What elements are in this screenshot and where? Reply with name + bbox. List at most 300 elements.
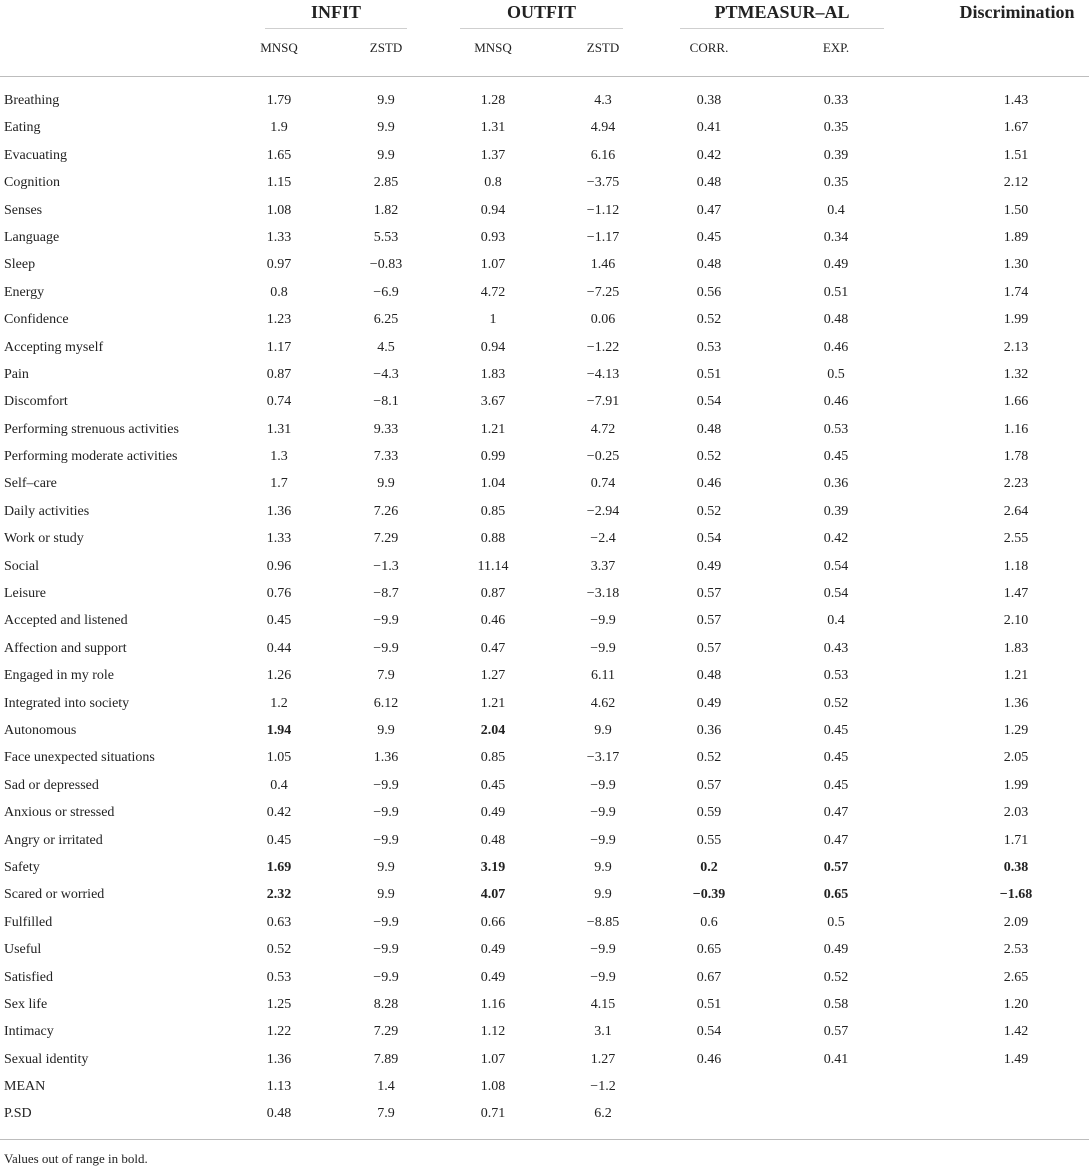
table-cell: 1.2: [270, 695, 288, 711]
row-label: Engaged in my role: [4, 668, 115, 684]
table-cell: 1.83: [480, 366, 506, 382]
table-cell: 1.51: [1003, 147, 1029, 163]
table-cell: 1.78: [1003, 449, 1029, 465]
row-label: Accepting myself: [4, 339, 104, 355]
table-cell: 1.27: [480, 668, 506, 684]
table-cell: 6.25: [373, 312, 399, 328]
table-cell: 9.9: [377, 722, 395, 738]
table-cell: 0.4: [827, 613, 845, 629]
footer-rule: [0, 1139, 1089, 1140]
header-infit: INFIT: [265, 0, 407, 29]
table-cell: −1.12: [586, 202, 620, 218]
table-cell: −6.9: [373, 284, 399, 300]
table-cell: 0.51: [696, 996, 722, 1012]
table-cell: 1.37: [480, 147, 506, 163]
table-cell: 0.49: [480, 969, 506, 985]
table-cell: [654, 1073, 764, 1100]
table-row: [0, 991, 1089, 1018]
table-cell: 2.12: [1003, 175, 1029, 191]
table-cell: 1.12: [480, 1024, 506, 1040]
row-label: Self–care: [4, 476, 57, 492]
table-cell: −9.9: [590, 777, 616, 793]
table-cell: 7.33: [373, 449, 399, 465]
table-cell: 0.2: [700, 859, 718, 875]
row-label: Affection and support: [4, 640, 127, 656]
table-cell: 1.50: [1003, 202, 1029, 218]
table-cell: −9.9: [373, 832, 399, 848]
table-cell: 3.19: [480, 859, 506, 875]
table-cell: 0.38: [696, 93, 722, 108]
row-label: Pain: [4, 366, 29, 382]
table-cell: 0.45: [266, 613, 292, 629]
table-cell: −1.22: [586, 339, 620, 355]
table-cell: 0.96: [266, 558, 292, 574]
table-cell: 1.71: [1003, 832, 1029, 848]
row-label: Social: [4, 558, 39, 574]
table-cell: 1.69: [266, 859, 292, 875]
table-cell: 2.64: [1003, 503, 1029, 519]
table-cell: 0.52: [696, 503, 722, 519]
table-cell: 0.46: [823, 339, 849, 355]
table-cell: 0.45: [823, 722, 849, 738]
table-cell: 0.44: [266, 640, 292, 656]
table-cell: 1.08: [480, 1079, 506, 1095]
table-cell: 1.31: [266, 421, 292, 437]
table-cell: 1.36: [1003, 695, 1029, 711]
row-label: Energy: [4, 284, 45, 300]
table-cell: 1.27: [590, 1051, 616, 1067]
table-cell: −3.17: [586, 750, 620, 766]
table-cell: −9.9: [590, 942, 616, 958]
table-cell: 9.9: [594, 887, 612, 903]
table-cell: 7.9: [377, 668, 395, 684]
table-cell: 0.53: [823, 668, 849, 684]
row-label: Eating: [4, 120, 41, 136]
table-cell: −1.3: [373, 558, 399, 574]
table-cell: 0.99: [480, 449, 506, 465]
row-label: Satisfied: [4, 969, 53, 985]
table-row: [0, 251, 1089, 278]
row-label: Autonomous: [4, 722, 77, 738]
table-cell: 0.51: [696, 366, 722, 382]
table-row: [0, 1100, 1089, 1127]
table-cell: 1.07: [480, 257, 506, 273]
table-cell: 6.16: [590, 147, 616, 163]
row-label: P.SD: [4, 1106, 32, 1122]
table-row: [0, 525, 1089, 552]
table-cell: 9.33: [373, 421, 399, 437]
table-row: [0, 827, 1089, 854]
table-cell: 9.9: [377, 476, 395, 492]
table-cell: 5.53: [373, 229, 399, 245]
table-cell: 0.53: [823, 421, 849, 437]
table-cell: 0.53: [266, 969, 292, 985]
table-cell: 0.94: [480, 202, 506, 218]
table-cell: 9.9: [594, 722, 612, 738]
table-cell: 0.58: [823, 996, 849, 1012]
table-cell: 1.13: [266, 1079, 292, 1095]
table-cell: 2.53: [1003, 942, 1029, 958]
table-cell: 8.28: [373, 996, 399, 1012]
table-cell: 1.21: [480, 421, 506, 437]
table-cell: 2.03: [1003, 805, 1029, 821]
table-cell: 0.49: [823, 257, 849, 273]
table-cell: 0.57: [696, 586, 722, 602]
table-cell: 6.12: [373, 695, 399, 711]
table-cell: 1.7: [270, 476, 288, 492]
table-cell: 9.9: [377, 859, 395, 875]
row-label: Breathing: [4, 93, 60, 108]
table-cell: 1.83: [1003, 640, 1029, 656]
footnote: Values out of range in bold.: [4, 1151, 148, 1166]
table-cell: −8.7: [373, 586, 399, 602]
table-cell: 0.67: [696, 969, 722, 985]
table-cell: 1.18: [1003, 558, 1029, 574]
table-cell: −9.9: [590, 640, 616, 656]
table-cell: 1.30: [1003, 257, 1029, 273]
table-cell: 1.66: [1003, 394, 1029, 410]
table-cell: 0.8: [484, 175, 502, 191]
table-cell: 0.33: [823, 93, 849, 108]
table-cell: 0.34: [823, 229, 849, 245]
table-cell: 3.1: [594, 1024, 612, 1040]
table-body: [0, 87, 1089, 1128]
table-cell: 1.33: [266, 531, 292, 547]
table-cell: 0.48: [696, 421, 722, 437]
table-row: [0, 361, 1089, 388]
table-cell: −4.13: [586, 366, 620, 382]
table-cell: −1.2: [590, 1079, 616, 1095]
table-row: [0, 553, 1089, 580]
table-row: [0, 169, 1089, 196]
table-cell: 1.9: [270, 120, 288, 136]
table-cell: 1.79: [266, 93, 292, 108]
table-row: [0, 635, 1089, 662]
table-cell: 0.49: [480, 805, 506, 821]
table-cell: 1.94: [266, 722, 292, 738]
table-cell: −2.4: [590, 531, 616, 547]
table-cell: −7.91: [586, 394, 620, 410]
table-cell: 7.26: [373, 503, 399, 519]
table-row: [0, 854, 1089, 881]
table-cell: 0.74: [590, 476, 616, 492]
table-row: [0, 1046, 1089, 1073]
table-cell: 4.94: [590, 120, 616, 136]
table-cell: 1.82: [373, 202, 399, 218]
row-label: Sleep: [4, 257, 36, 273]
table-row: [0, 772, 1089, 799]
table-cell: 1.04: [480, 476, 506, 492]
table-cell: 1.49: [1003, 1051, 1029, 1067]
table-row: [0, 498, 1089, 525]
row-label: Integrated into society: [4, 695, 130, 711]
table-cell: 0.54: [696, 394, 722, 410]
table-row: [0, 799, 1089, 826]
table-cell: 0.45: [266, 832, 292, 848]
table-cell: −0.83: [369, 257, 403, 273]
table-cell: 1.28: [480, 93, 506, 108]
subheader-outfit-zstd: ZSTD: [586, 40, 620, 55]
table-cell: 4.72: [480, 284, 506, 300]
table-row: [0, 279, 1089, 306]
table-cell: 1.43: [1003, 93, 1029, 108]
table-cell: 0.45: [823, 750, 849, 766]
table-cell: 0.47: [823, 805, 849, 821]
table-row: [0, 197, 1089, 224]
table-cell: 0.39: [823, 147, 849, 163]
table-cell: 0.06: [590, 312, 616, 328]
table-cell: 2.55: [1003, 531, 1029, 547]
table-cell: 0.36: [823, 476, 849, 492]
table-row: [0, 881, 1089, 908]
table-cell: 0.45: [823, 777, 849, 793]
table-cell: 0.51: [823, 284, 849, 300]
table-row: [0, 114, 1089, 141]
table-cell: −2.94: [586, 503, 620, 519]
table-cell: 1.31: [480, 120, 506, 136]
table-cell: −7.25: [586, 284, 620, 300]
table-cell: 9.9: [377, 93, 395, 108]
table-cell: 0.8: [270, 284, 288, 300]
table-cell: −9.9: [590, 832, 616, 848]
table-cell: 0.54: [823, 558, 849, 574]
table-row: [0, 909, 1089, 936]
table-cell: −9.9: [373, 969, 399, 985]
table-cell: 0.47: [696, 202, 722, 218]
table-cell: 0.45: [823, 449, 849, 465]
table-cell: 9.9: [594, 859, 612, 875]
table-row: [0, 964, 1089, 991]
header-outfit: OUTFIT: [460, 0, 623, 29]
table-cell: 0.46: [480, 613, 506, 629]
table-cell: 1.99: [1003, 777, 1029, 793]
table-cell: 0.49: [823, 942, 849, 958]
table-cell: 0.57: [696, 640, 722, 656]
table-cell: 1.36: [266, 1051, 292, 1067]
table-cell: 1.36: [373, 750, 399, 766]
table-cell: 0.48: [696, 668, 722, 684]
table-cell: 0.49: [696, 558, 722, 574]
table-cell: 1.21: [1003, 668, 1029, 684]
table-cell: −9.9: [590, 969, 616, 985]
table-row: [0, 936, 1089, 963]
table-cell: 0.88: [480, 531, 506, 547]
table-cell: 1.29: [1003, 722, 1029, 738]
table-cell: 0.63: [266, 914, 292, 930]
table-cell: 0.97: [266, 257, 292, 273]
table-cell: 0.46: [696, 476, 722, 492]
table-cell: [961, 1073, 1071, 1100]
row-label: Daily activities: [4, 503, 90, 519]
row-label: Angry or irritated: [4, 832, 103, 848]
table-cell: 1.32: [1003, 366, 1029, 382]
table-cell: 0.53: [696, 339, 722, 355]
table-cell: 0.41: [696, 120, 722, 136]
header-rule: [0, 76, 1089, 77]
row-label: Work or study: [4, 531, 84, 547]
table-cell: 2.23: [1003, 476, 1029, 492]
row-label: Performing moderate activities: [4, 449, 178, 465]
table-cell: 0.49: [696, 695, 722, 711]
table-cell: 0.42: [266, 805, 292, 821]
table-cell: 0.71: [480, 1106, 506, 1122]
row-label: Face unexpected situations: [4, 750, 155, 766]
table-cell: −9.9: [590, 613, 616, 629]
table-cell: 1.22: [266, 1024, 292, 1040]
table-cell: 0.6: [700, 914, 718, 930]
table-cell: 2.04: [480, 722, 506, 738]
row-label: Sad or depressed: [4, 777, 99, 793]
table-cell: 0.45: [480, 777, 506, 793]
table-cell: 0.54: [696, 1024, 722, 1040]
table-row: [0, 470, 1089, 497]
table-cell: 9.9: [377, 887, 395, 903]
table-cell: 1.16: [480, 996, 506, 1012]
table-cell: 0.52: [823, 969, 849, 985]
row-label: MEAN: [4, 1079, 46, 1095]
row-label: Leisure: [4, 586, 46, 602]
table-cell: 0.52: [266, 942, 292, 958]
table-cell: 0.5: [827, 366, 845, 382]
table-row: [0, 1018, 1089, 1045]
header-discrimination: Discrimination: [959, 2, 1075, 22]
table-row: [0, 1073, 1089, 1100]
table-cell: 0.39: [823, 503, 849, 519]
table-cell: 0.5: [827, 914, 845, 930]
table-cell: 0.35: [823, 120, 849, 136]
table-cell: −0.39: [692, 887, 726, 903]
table-cell: −9.9: [373, 613, 399, 629]
row-label: Fulfilled: [4, 914, 53, 930]
table-cell: 0.57: [696, 613, 722, 629]
row-label: Anxious or stressed: [4, 805, 115, 821]
table-cell: 0.55: [696, 832, 722, 848]
table-cell: −3.18: [586, 586, 620, 602]
table-cell: 0.85: [480, 503, 506, 519]
row-label: Cognition: [4, 175, 61, 191]
table-cell: 2.32: [266, 887, 292, 903]
table-row: [0, 388, 1089, 415]
table-cell: 0.43: [823, 640, 849, 656]
table-cell: 0.74: [266, 394, 292, 410]
table-cell: 11.14: [477, 558, 509, 574]
table-cell: [654, 1100, 764, 1127]
table-cell: −9.9: [373, 942, 399, 958]
table-cell: [961, 1100, 1071, 1127]
table-cell: −4.3: [373, 366, 399, 382]
header-ptmeasur: PTMEASUR–AL: [680, 0, 884, 29]
table-cell: 0.52: [696, 312, 722, 328]
table-cell: −9.9: [373, 914, 399, 930]
row-label: Safety: [4, 859, 40, 875]
table-cell: 1.05: [266, 750, 292, 766]
table-cell: 0.54: [696, 531, 722, 547]
table-cell: 1.42: [1003, 1024, 1029, 1040]
subheader-infit-mnsq: MNSQ: [260, 40, 298, 55]
row-label: Scared or worried: [4, 887, 105, 903]
table-cell: 0.87: [266, 366, 292, 382]
row-label: Evacuating: [4, 147, 67, 163]
table-cell: 0.4: [270, 777, 288, 793]
table-cell: 0.56: [696, 284, 722, 300]
table-cell: 4.62: [590, 695, 616, 711]
table-cell: −8.1: [373, 394, 399, 410]
table-row: [0, 416, 1089, 443]
table-cell: 2.09: [1003, 914, 1029, 930]
subheader-outfit-mnsq: MNSQ: [474, 40, 512, 55]
table-cell: 0.47: [480, 640, 506, 656]
table-cell: [781, 1100, 891, 1127]
table-cell: −9.9: [373, 777, 399, 793]
table-cell: 2.85: [373, 175, 399, 191]
table-cell: 0.36: [696, 722, 722, 738]
table-cell: 1.07: [480, 1051, 506, 1067]
table-cell: 0.76: [266, 586, 292, 602]
table-row: [0, 690, 1089, 717]
table-row: [0, 443, 1089, 470]
table-cell: 0.48: [696, 175, 722, 191]
table-cell: 4.3: [594, 93, 612, 108]
table-cell: 0.45: [696, 229, 722, 245]
row-label: Sexual identity: [4, 1051, 89, 1067]
table-cell: 0.49: [480, 942, 506, 958]
table-cell: 4.72: [590, 421, 616, 437]
table-row: [0, 580, 1089, 607]
table-cell: 6.2: [594, 1106, 612, 1122]
table-cell: 9.9: [377, 120, 395, 136]
table-cell: −3.75: [586, 175, 620, 191]
table-cell: 1.74: [1003, 284, 1029, 300]
table-row: [0, 142, 1089, 169]
table-cell: 1.36: [266, 503, 292, 519]
table-cell: 0.57: [696, 777, 722, 793]
table-cell: −0.25: [586, 449, 620, 465]
table-cell: 0.57: [823, 1024, 849, 1040]
table-cell: −9.9: [590, 805, 616, 821]
table-cell: 7.9: [377, 1106, 395, 1122]
table-row: [0, 744, 1089, 771]
table-cell: [781, 1073, 891, 1100]
table-cell: 0.65: [823, 887, 849, 903]
table-cell: 1.23: [266, 312, 292, 328]
table-row: [0, 224, 1089, 251]
table-cell: 7.89: [373, 1051, 399, 1067]
table-cell: 0.42: [696, 147, 722, 163]
table-cell: 0.48: [696, 257, 722, 273]
table-cell: 0.59: [696, 805, 722, 821]
table-cell: 0.4: [827, 202, 845, 218]
table-cell: 1.99: [1003, 312, 1029, 328]
table-cell: 7.29: [373, 531, 399, 547]
table-cell: 0.46: [823, 394, 849, 410]
table-cell: 6.11: [591, 668, 615, 684]
table-cell: 1.65: [266, 147, 292, 163]
table-cell: 0.38: [1003, 859, 1029, 875]
table-cell: 0.46: [696, 1051, 722, 1067]
table-cell: 0.94: [480, 339, 506, 355]
table-cell: 1: [489, 312, 497, 328]
table-cell: 3.37: [590, 558, 616, 574]
table-cell: 0.41: [823, 1051, 849, 1067]
table-cell: −9.9: [373, 640, 399, 656]
table-cell: 9.9: [377, 147, 395, 163]
table-row: [0, 334, 1089, 361]
table-cell: 1.67: [1003, 120, 1029, 136]
table-cell: 0.48: [823, 312, 849, 328]
table-cell: 4.07: [480, 887, 506, 903]
table-cell: 2.10: [1003, 613, 1029, 629]
table-cell: 0.35: [823, 175, 849, 191]
